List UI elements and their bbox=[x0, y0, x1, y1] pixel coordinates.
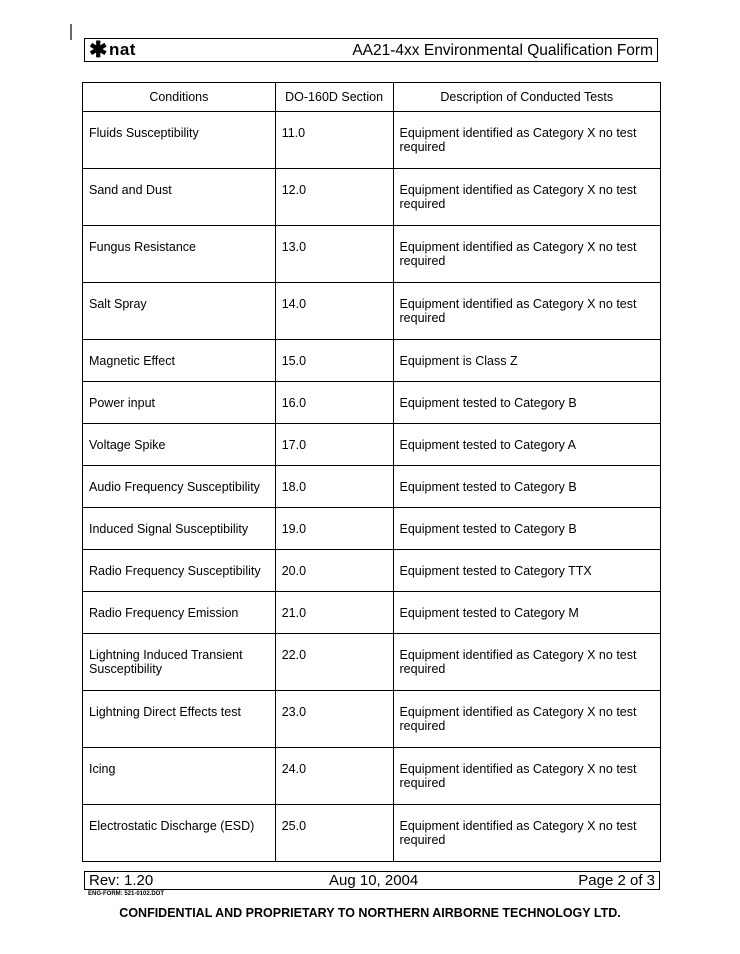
condition-cell: Fungus Resistance bbox=[83, 226, 276, 283]
table-row bbox=[83, 424, 661, 466]
description-cell: Equipment identified as Category X no test required bbox=[393, 112, 660, 169]
table-row bbox=[83, 226, 661, 283]
confidential-notice: CONFIDENTIAL AND PROPRIETARY TO NORTHERN AIRBORNE TECHNOLOGY LTD. bbox=[119, 906, 621, 920]
header-conditions: Conditions bbox=[83, 83, 276, 112]
condition-cell: Voltage Spike bbox=[83, 424, 276, 466]
description-cell: Equipment tested to Category M bbox=[393, 592, 660, 634]
condition-cell: Fluids Susceptibility bbox=[83, 112, 276, 169]
section-cell: 13.0 bbox=[275, 226, 393, 283]
description-cell: Equipment tested to Category A bbox=[393, 424, 660, 466]
table-row bbox=[83, 748, 661, 805]
condition-cell: Lightning Induced Transient Susceptibility bbox=[83, 634, 276, 691]
nat-logo bbox=[89, 37, 136, 62]
condition-cell: Radio Frequency Susceptibility bbox=[83, 550, 276, 592]
header-description: Description of Conducted Tests bbox=[393, 83, 660, 112]
description-cell: Equipment identified as Category X no test required bbox=[393, 691, 660, 748]
qualification-table bbox=[82, 82, 661, 862]
section-cell: 23.0 bbox=[275, 691, 393, 748]
section-cell: 11.0 bbox=[275, 112, 393, 169]
condition-cell: Radio Frequency Emission bbox=[83, 592, 276, 634]
table-row bbox=[83, 592, 661, 634]
table-row bbox=[83, 169, 661, 226]
revision-date: Aug 10, 2004 bbox=[329, 872, 419, 889]
section-cell: 25.0 bbox=[275, 805, 393, 862]
scan-mark bbox=[70, 24, 72, 40]
table-row bbox=[83, 112, 661, 169]
section-cell: 14.0 bbox=[275, 283, 393, 340]
table-row bbox=[83, 805, 661, 862]
section-cell: 21.0 bbox=[275, 592, 393, 634]
form-footer bbox=[84, 871, 660, 890]
table-row bbox=[83, 340, 661, 382]
condition-cell: Lightning Direct Effects test bbox=[83, 691, 276, 748]
description-cell: Equipment identified as Category X no test required bbox=[393, 226, 660, 283]
condition-cell: Sand and Dust bbox=[83, 169, 276, 226]
description-cell: Equipment identified as Category X no test required bbox=[393, 634, 660, 691]
page-number: Page 2 of 3 bbox=[578, 872, 655, 889]
section-cell: 17.0 bbox=[275, 424, 393, 466]
condition-cell: Icing bbox=[83, 748, 276, 805]
logo-text: nat bbox=[108, 40, 136, 59]
condition-cell: Audio Frequency Susceptibility bbox=[83, 466, 276, 508]
table-row bbox=[83, 508, 661, 550]
description-cell: Equipment identified as Category X no test required bbox=[393, 748, 660, 805]
description-cell: Equipment identified as Category X no test required bbox=[393, 169, 660, 226]
revision-label: Rev: 1.20 bbox=[89, 872, 154, 889]
section-cell: 20.0 bbox=[275, 550, 393, 592]
section-cell: 22.0 bbox=[275, 634, 393, 691]
section-cell: 16.0 bbox=[275, 382, 393, 424]
condition-cell: Induced Signal Susceptibility bbox=[83, 508, 276, 550]
table-row bbox=[83, 466, 661, 508]
description-cell: Equipment tested to Category B bbox=[393, 382, 660, 424]
condition-cell: Salt Spray bbox=[83, 283, 276, 340]
table-row bbox=[83, 550, 661, 592]
condition-cell: Electrostatic Discharge (ESD) bbox=[83, 805, 276, 862]
description-cell: Equipment tested to Category B bbox=[393, 466, 660, 508]
description-cell: Equipment tested to Category TTX bbox=[393, 550, 660, 592]
description-cell: Equipment identified as Category X no test required bbox=[393, 805, 660, 862]
table-row bbox=[83, 691, 661, 748]
form-code: ENG-FORM: 521-0102.DOT bbox=[88, 891, 165, 897]
form-title: AA21-4xx Environmental Qualification Form bbox=[352, 42, 653, 59]
section-cell: 15.0 bbox=[275, 340, 393, 382]
table-row bbox=[83, 283, 661, 340]
table-row bbox=[83, 634, 661, 691]
section-cell: 19.0 bbox=[275, 508, 393, 550]
description-cell: Equipment identified as Category X no test required bbox=[393, 283, 660, 340]
section-cell: 18.0 bbox=[275, 466, 393, 508]
form-header bbox=[84, 38, 658, 62]
table-header-row bbox=[83, 83, 661, 112]
condition-cell: Magnetic Effect bbox=[83, 340, 276, 382]
description-cell: Equipment tested to Category B bbox=[393, 508, 660, 550]
header-section: DO-160D Section bbox=[275, 83, 393, 112]
section-cell: 12.0 bbox=[275, 169, 393, 226]
description-cell: Equipment is Class Z bbox=[393, 340, 660, 382]
table-row bbox=[83, 382, 661, 424]
asterisk-logo-icon: ✱ bbox=[89, 37, 108, 62]
section-cell: 24.0 bbox=[275, 748, 393, 805]
condition-cell: Power input bbox=[83, 382, 276, 424]
